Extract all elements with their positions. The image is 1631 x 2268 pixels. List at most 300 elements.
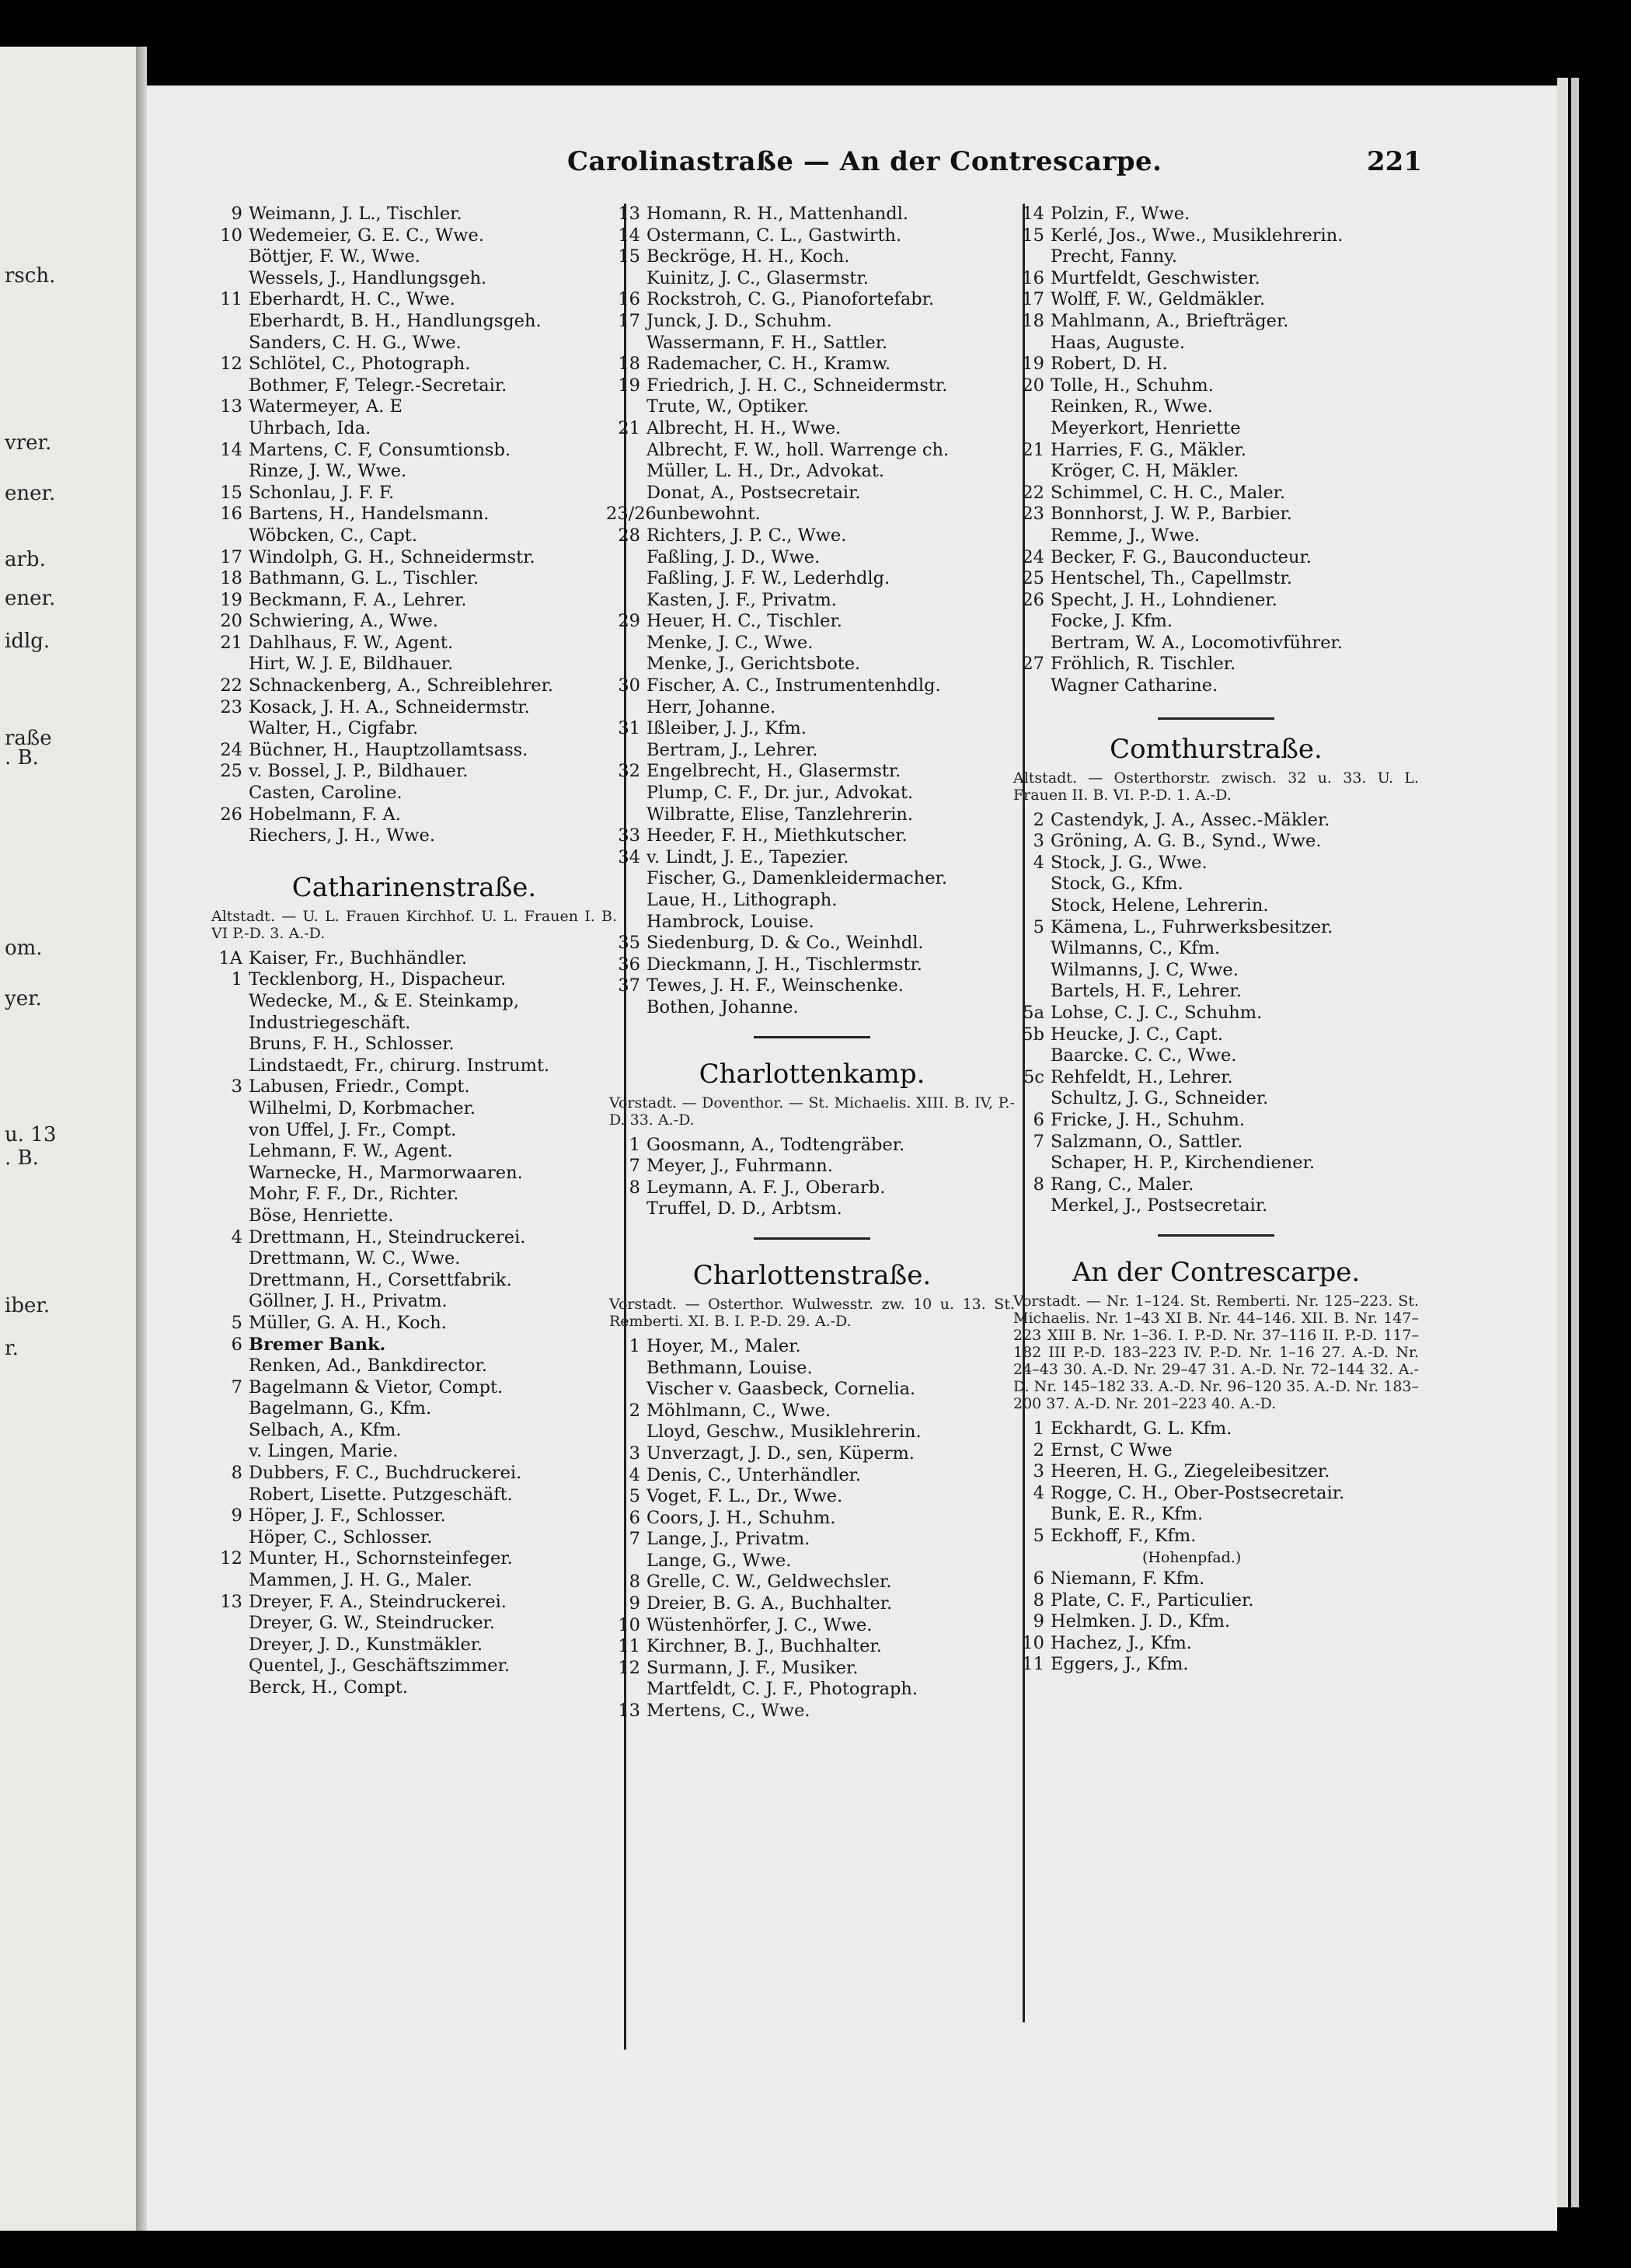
directory-entry (208, 1485, 620, 1506)
directory-entry (208, 225, 620, 247)
resident-entry: Heuer, H. C., Tischler. (646, 611, 842, 632)
house-number: 5b (1022, 1024, 1044, 1045)
resident-entry: Hobelmann, F. A. (249, 804, 401, 825)
directory-entry (606, 1422, 1018, 1443)
resident-entry: Hachez, J., Kfm. (1051, 1632, 1192, 1653)
directory-entry (606, 1551, 1018, 1572)
resident-entry: Becker, F. G., Bauconducteur. (1051, 546, 1312, 567)
resident-entry: Rinze, J. W., Wwe. (249, 461, 407, 482)
resident-entry: Bagelmann & Vietor, Compt. (249, 1377, 504, 1397)
directory-entry (1010, 504, 1422, 525)
resident-entry: Wassermann, F. H., Sattler. (646, 332, 888, 353)
resident-entry: Focke, J. Kfm. (1051, 611, 1173, 632)
directory-entry (208, 1141, 620, 1163)
house-number: 7 (231, 1377, 242, 1397)
resident-entry: Harries, F. G., Mäkler. (1051, 439, 1246, 460)
resident-entry: Siedenburg, D. & Co., Weinhdl. (646, 933, 924, 954)
resident-entry: Casten, Caroline. (249, 783, 403, 804)
directory-entry (208, 1335, 620, 1356)
house-number: 15 (618, 246, 640, 267)
column-1 (208, 204, 620, 1699)
directory-entry (606, 633, 1018, 654)
directory-entry (1010, 960, 1422, 982)
directory-entry (208, 246, 620, 268)
house-number: 13 (220, 1591, 242, 1612)
directory-entry (208, 525, 620, 547)
house-number: 12 (220, 1548, 242, 1569)
directory-entry (1010, 375, 1422, 397)
directory-entry (208, 1098, 620, 1120)
directory-entry (1010, 1024, 1422, 1046)
directory-entry (208, 1377, 620, 1399)
house-number: 5 (1033, 916, 1044, 937)
directory-entry (606, 1199, 1018, 1220)
directory-entry (606, 825, 1018, 847)
resident-entry: Bonnhorst, J. W. P., Barbier. (1051, 504, 1292, 525)
resident-entry: Renken, Ad., Bankdirector. (249, 1356, 487, 1377)
resident-entry: Beckröge, H. H., Koch. (646, 246, 850, 267)
resident-entry: Uhrbach, Ida. (249, 417, 371, 438)
resident-entry: Dreier, B. G. A., Buchhalter. (646, 1593, 893, 1614)
directory-entry (606, 761, 1018, 783)
directory-entry (1010, 1132, 1422, 1153)
resident-entry: Industriegeschäft. (249, 1012, 411, 1033)
house-number: 30 (618, 675, 640, 696)
resident-entry: Lloyd, Geschw., Musiklehrerin. (646, 1422, 922, 1443)
directory-entry (606, 204, 1018, 225)
directory-entry (208, 375, 620, 397)
house-number: 10 (220, 225, 242, 246)
book-spine (136, 47, 147, 2231)
house-number: 3 (629, 1443, 640, 1464)
house-number: 17 (618, 310, 640, 331)
directory-entry (1010, 675, 1422, 697)
directory-entry (208, 1248, 620, 1270)
directory-entry (208, 1570, 620, 1592)
directory-entry (606, 1508, 1018, 1530)
directory-entry (606, 1443, 1018, 1465)
directory-entry (1010, 1611, 1422, 1633)
entry-list-carolinastrasse-end (1010, 204, 1422, 697)
resident-entry: Rang, C., Maler. (1051, 1174, 1194, 1195)
page-edge-1 (1557, 78, 1568, 2207)
section-title-contrescarpe: An der Contrescarpe. (1072, 1256, 1361, 1288)
house-number: 8 (1033, 1589, 1044, 1610)
house-number: 1A (218, 947, 242, 968)
resident-entry: Riechers, J. H., Wwe. (249, 825, 435, 846)
left-page-edge (0, 47, 136, 2231)
directory-entry (208, 1677, 620, 1699)
house-number: 29 (618, 611, 640, 632)
resident-entry: Kämena, L., Fuhrwerksbesitzer. (1051, 916, 1333, 937)
directory-entry (606, 1593, 1018, 1615)
resident-entry: Niemann, F. Kfm. (1051, 1568, 1205, 1589)
resident-entry: Herr, Johanne. (646, 696, 776, 717)
resident-entry: Truffel, D. D., Arbtsm. (646, 1199, 842, 1219)
resident-entry: Möhlmann, C., Wwe. (646, 1400, 831, 1421)
directory-entry (606, 440, 1018, 462)
house-number: 9 (231, 204, 242, 224)
directory-entry (1010, 225, 1422, 247)
directory-entry (606, 847, 1018, 869)
house-number: 16 (1022, 267, 1044, 288)
house-number: 26 (1022, 589, 1044, 610)
directory-entry (208, 204, 620, 225)
directory-entry (208, 1506, 620, 1527)
entry-list-comthurstrasse (1010, 810, 1422, 1217)
resident-entry: Friedrich, J. H. C., Schneidermstr. (646, 375, 948, 396)
house-number: 3 (1033, 831, 1044, 852)
resident-entry: Watermeyer, A. E (249, 396, 403, 417)
house-number: 17 (1022, 289, 1044, 310)
left-page-fragment: vrer. (5, 431, 52, 455)
directory-entry (1010, 981, 1422, 1003)
house-number: 4 (231, 1226, 242, 1247)
section-info-catharinenstrasse: Altstadt. — U. L. Frauen Kirchhof. U. L. Frauen I. B. VI P.-D. 3. A.-D. (211, 907, 617, 942)
house-number: 5c (1023, 1066, 1044, 1087)
resident-entry: Höper, J. F., Schlosser. (249, 1506, 446, 1527)
resident-entry: Baarcke. C. C., Wwe. (1051, 1045, 1237, 1066)
directory-entry (208, 461, 620, 483)
house-number: 6 (629, 1507, 640, 1528)
directory-entry (1010, 268, 1422, 290)
resident-entry: Stock, G., Kfm. (1051, 874, 1183, 895)
resident-entry: Bethmann, Louise. (646, 1357, 813, 1378)
directory-entry (1010, 611, 1422, 633)
house-number: 13 (618, 1701, 640, 1722)
house-number: 20 (1022, 375, 1044, 396)
directory-entry (1010, 547, 1422, 569)
section-info-comthurstrasse: Altstadt. — Osterthorstr. zwisch. 32 u. 33. U. L. Frauen II. B. VI. P.-D. 1. A.-D. (1013, 769, 1419, 804)
house-number: 6 (1033, 1109, 1044, 1130)
directory-entry (606, 1636, 1018, 1658)
directory-entry (606, 718, 1018, 740)
house-number: 7 (629, 1156, 640, 1177)
directory-entry (606, 396, 1018, 418)
directory-entry (208, 1527, 620, 1549)
resident-entry: Laue, H., Lithograph. (646, 890, 838, 910)
directory-entry (1010, 396, 1422, 418)
house-number: 10 (1022, 1632, 1044, 1653)
directory-entry (1010, 1110, 1422, 1132)
resident-entry: Lohse, C. J. C., Schuhm. (1051, 1003, 1263, 1023)
house-number: 2 (1033, 809, 1044, 830)
directory-entry (208, 1398, 620, 1420)
resident-entry: Surmann, J. F., Musiker. (646, 1657, 859, 1678)
resident-entry: Wilmanns, C., Kfm. (1051, 938, 1221, 959)
resident-entry: Wolff, F. W., Geldmäkler. (1051, 289, 1266, 310)
resident-entry: v. Lingen, Marie. (249, 1441, 399, 1462)
entry-list-charlottenkamp (606, 1135, 1018, 1220)
directory-entry (606, 890, 1018, 912)
resident-entry: Martfeldt, C. J. F., Photograph. (646, 1679, 918, 1700)
house-number: 4 (1033, 1482, 1044, 1503)
directory-entry (606, 975, 1018, 997)
entry-list-charlottenstrasse (606, 1336, 1018, 1722)
resident-entry: Faßling, J. F. W., Lederhdlg. (646, 568, 890, 589)
resident-entry: Eberhardt, B. H., Handlungsgeh. (249, 310, 542, 331)
resident-entry: Warnecke, H., Marmorwaaren. (249, 1162, 523, 1183)
directory-entry (1010, 1633, 1422, 1655)
directory-entry (1010, 1003, 1422, 1024)
resident-entry: Merkel, J., Postsecretair. (1051, 1195, 1268, 1216)
resident-entry: Remme, J., Wwe. (1051, 525, 1201, 546)
resident-entry: Kaiser, Fr., Buchhändler. (249, 947, 468, 968)
resident-entry: Haas, Auguste. (1051, 332, 1185, 353)
house-number: 33 (618, 825, 640, 846)
directory-entry (208, 697, 620, 719)
directory-entry (606, 268, 1018, 290)
directory-entry (208, 1270, 620, 1292)
resident-entry: Tolle, H., Schuhm. (1051, 375, 1214, 396)
house-number: 1 (231, 969, 242, 990)
resident-entry: Kuinitz, J. C., Glasermstr. (646, 267, 869, 288)
resident-entry: Menke, J., Gerichtsbote. (646, 654, 861, 675)
directory-entry (208, 1441, 620, 1463)
resident-entry: Kasten, J. F., Privatm. (646, 589, 837, 610)
resident-entry: Bagelmann, G., Kfm. (249, 1398, 432, 1419)
resident-entry: Specht, J. H., Lohndiener. (1051, 589, 1277, 610)
resident-entry: Bathmann, G. L., Tischler. (249, 568, 479, 589)
resident-entry: Homann, R. H., Mattenhandl. (646, 204, 909, 224)
house-number: 18 (220, 568, 242, 589)
directory-entry (208, 354, 620, 375)
directory-entry (208, 825, 620, 847)
resident-entry: Drettmann, W. C., Wwe. (249, 1248, 461, 1269)
resident-entry: Fröhlich, R. Tischler. (1051, 654, 1236, 675)
section-title-charlottenstrasse: Charlottenstraße. (692, 1259, 932, 1291)
directory-entry (1010, 525, 1422, 547)
directory-entry (606, 804, 1018, 826)
directory-entry (208, 1548, 620, 1570)
page-title: Carolinastraße — An der Contrescarpe. (567, 146, 1162, 177)
directory-entry (208, 1076, 620, 1098)
house-number: 4 (1033, 852, 1044, 873)
house-number: 5 (1033, 1525, 1044, 1546)
directory-entry (208, 1635, 620, 1656)
section-rule (754, 1237, 870, 1240)
directory-entry (606, 225, 1018, 247)
house-number: 19 (618, 375, 640, 396)
resident-entry: Denis, C., Unterhändler. (646, 1464, 862, 1485)
house-number: 24 (220, 739, 242, 760)
directory-entry (1010, 590, 1422, 612)
directory-entry (208, 289, 620, 311)
left-page-fragment: yer. (5, 987, 42, 1010)
house-number: 22 (1022, 482, 1044, 503)
directory-entry (606, 354, 1018, 375)
house-number: 9 (1033, 1611, 1044, 1632)
directory-entry (606, 654, 1018, 675)
resident-entry: Robert, D. H. (1051, 354, 1168, 375)
directory-entry (606, 740, 1018, 762)
resident-entry: Bremer Bank. (249, 1334, 386, 1355)
directory-entry (606, 697, 1018, 719)
house-number: 24 (1022, 546, 1044, 567)
resident-entry: Wilbratte, Elise, Tanzlehrerin. (646, 804, 914, 825)
directory-entry (606, 1401, 1018, 1422)
resident-entry: Walter, H., Cigfabr. (249, 718, 419, 739)
resident-entry: Schultz, J. G., Schneider. (1051, 1088, 1269, 1109)
resident-entry: Stock, Helene, Lehrerin. (1051, 895, 1269, 916)
resident-entry: Fricke, J. H., Schuhm. (1051, 1109, 1246, 1130)
resident-entry: Vischer v. Gaasbeck, Cornelia. (646, 1379, 916, 1400)
house-number: 21 (1022, 439, 1044, 460)
directory-entry (606, 483, 1018, 504)
resident-entry: Trute, W., Optiker. (646, 396, 810, 417)
house-number: 17 (220, 546, 242, 567)
directory-entry (208, 633, 620, 654)
resident-entry: Dreyer, G. W., Steindrucker. (249, 1613, 495, 1634)
section-info-charlottenstrasse: Vorstadt. — Osterthor. Wulwesstr. zw. 10 u. 13. St. Remberti. XI. B. I. P.-D. 29. A.-D. (609, 1295, 1015, 1330)
directory-entry (208, 654, 620, 675)
house-number: 14 (618, 225, 640, 246)
house-number: 4 (629, 1464, 640, 1485)
resident-entry: Salzmann, O., Sattler. (1051, 1131, 1243, 1152)
house-number: 26 (220, 804, 242, 825)
left-page-fragment: idlg. (5, 630, 51, 653)
directory-entry (606, 1701, 1018, 1722)
directory-entry (606, 1135, 1018, 1157)
directory-entry (1010, 1174, 1422, 1196)
directory-entry (208, 740, 620, 762)
resident-entry: Albrecht, F. W., holl. Warrenge ch. (646, 439, 950, 460)
directory-entry (1010, 1045, 1422, 1067)
resident-entry: Engelbrecht, H., Glasermstr. (646, 761, 901, 782)
left-page-fragment: u. 13 (5, 1123, 57, 1146)
directory-entry (606, 1658, 1018, 1680)
directory-entry (606, 525, 1018, 547)
resident-entry: Dieckmann, J. H., Tischlermstr. (646, 954, 922, 975)
resident-entry: Albrecht, H. H., Wwe. (646, 417, 842, 438)
resident-entry: Hentschel, Th., Capellmstr. (1051, 568, 1292, 589)
directory-entry (1010, 1067, 1422, 1089)
resident-entry: Büchner, H., Hauptzollamtsass. (249, 739, 528, 760)
resident-entry: Wagner Catharine. (1051, 675, 1218, 696)
directory-entry (208, 948, 620, 970)
resident-entry: Bruns, F. H., Schlosser. (249, 1034, 455, 1055)
resident-entry: Menke, J. C., Wwe. (646, 632, 814, 653)
directory-entry (606, 954, 1018, 976)
resident-entry: Junck, J. D., Schuhm. (646, 310, 832, 331)
resident-entry: Sanders, C. H. G., Wwe. (249, 332, 462, 353)
directory-entry (1010, 483, 1422, 504)
house-number: 8 (629, 1177, 640, 1198)
directory-entry (606, 568, 1018, 590)
directory-entry (208, 783, 620, 804)
resident-entry: Lange, G., Wwe. (646, 1550, 792, 1571)
house-number: 35 (618, 933, 640, 954)
resident-entry: Plump, C. F., Dr. jur., Advokat. (646, 783, 914, 804)
resident-entry: Müller, G. A. H., Koch. (249, 1312, 447, 1333)
resident-entry: Dreyer, J. D., Kunstmäkler. (249, 1634, 483, 1655)
house-number: 11 (1022, 1654, 1044, 1675)
house-number: 31 (618, 718, 640, 739)
resident-entry: Mahlmann, A., Briefträger. (1051, 310, 1289, 331)
resident-entry: Drettmann, H., Steindruckerei. (249, 1226, 526, 1247)
directory-entry (1010, 289, 1422, 311)
left-page-fragment: arb. (5, 548, 46, 571)
section-title-comthurstrasse: Comthurstraße. (1110, 733, 1323, 765)
directory-entry (208, 1356, 620, 1377)
directory-entry (208, 268, 620, 290)
house-number: 15 (220, 482, 242, 503)
directory-entry (208, 991, 620, 1013)
left-page-fragment: raße (5, 727, 52, 750)
house-number: 13 (220, 396, 242, 417)
page-number: 221 (1367, 146, 1422, 177)
directory-entry (208, 1163, 620, 1185)
directory-entry (1010, 1461, 1422, 1483)
house-number: 23 (1022, 504, 1044, 525)
left-page-fragment: iber. (5, 1294, 51, 1317)
resident-entry: Hirt, W. J. E, Bildhauer. (249, 654, 454, 675)
directory-entry (606, 418, 1018, 440)
resident-entry: Martens, C. F, Consumtionsb. (249, 439, 511, 460)
section-rule (1158, 717, 1274, 720)
resident-entry: Hambrock, Louise. (646, 911, 814, 932)
directory-entry (208, 1227, 620, 1249)
directory-entry (208, 311, 620, 333)
directory-entry (208, 761, 620, 783)
directory-entry (606, 1379, 1018, 1401)
resident-entry: Dubbers, F. C., Buchdruckerei. (249, 1463, 522, 1484)
directory-entry (208, 1656, 620, 1677)
resident-entry: Unverzagt, J. D., sen, Küperm. (646, 1443, 915, 1464)
directory-entry (1010, 461, 1422, 483)
directory-entry (208, 804, 620, 826)
resident-entry: Beckmann, F. A., Lehrer. (249, 589, 467, 610)
resident-entry: Labusen, Friedr., Compt. (249, 1076, 470, 1097)
house-number: 11 (618, 1636, 640, 1657)
left-page-fragment: ener. (5, 587, 56, 610)
resident-entry: Bartels, H. F., Lehrer. (1051, 981, 1242, 1002)
directory-entry (208, 1206, 620, 1227)
section-info-contrescarpe: Vorstadt. — Nr. 1–124. St. Remberti. Nr. 125–223. St. Michaelis. Nr. 1–43 XI B. Nr. 44–146. XII. B. Nr. 147–223 XIII B. Nr. 1–36. I. P.-D. Nr. 37–116 II. P.-D. 117–182 III P.-D. 183–223 IV. P.-D. Nr. 1–16 27. A.-D. Nr. 24–43 30. A.-D. Nr. 29–47 31. A.-D. Nr. 72–144 32. A.-D. Nr. 145–182 33. A.-D. Nr. 96–120 35. A.-D. Nr. 183–200 37. A.-D. Nr. 201–223 40. A.-D. (1013, 1292, 1419, 1412)
resident-entry: Kosack, J. H. A., Schneidermstr. (249, 696, 530, 717)
directory-entry (1010, 1088, 1422, 1110)
directory-entry (1010, 654, 1422, 675)
house-number: 11 (220, 289, 242, 310)
resident-entry: unbewohnt. (656, 504, 761, 525)
directory-entry (606, 611, 1018, 633)
resident-entry: Böse, Henriette. (249, 1205, 394, 1226)
directory-entry (606, 868, 1018, 890)
directory-entry (1010, 831, 1422, 853)
directory-entry (208, 1013, 620, 1035)
house-number: 36 (618, 954, 640, 975)
directory-entry (208, 396, 620, 418)
page-header (420, 146, 1422, 183)
directory-entry (208, 1420, 620, 1442)
resident-entry: Dahlhaus, F. W., Agent. (249, 632, 454, 653)
directory-entry (208, 333, 620, 354)
left-page-fragment: . B. (5, 746, 39, 769)
resident-entry: Höper, C., Schlosser. (249, 1527, 433, 1547)
column-2 (606, 204, 1018, 1722)
directory-entry (1010, 874, 1422, 895)
resident-entry: Richters, J. P. C., Wwe. (646, 525, 847, 546)
resident-entry: Windolph, G. H., Schneidermstr. (249, 546, 535, 567)
directory-entry (208, 504, 620, 525)
directory-entry (1010, 853, 1422, 874)
house-number: 22 (220, 675, 242, 696)
house-number: 1 (1033, 1418, 1044, 1439)
resident-entry: Polzin, F., Wwe. (1051, 204, 1190, 224)
house-number: 19 (220, 589, 242, 610)
resident-entry: Tecklenborg, H., Dispacheur. (249, 969, 507, 990)
resident-entry: Coors, J. H., Schuhm. (646, 1507, 836, 1528)
